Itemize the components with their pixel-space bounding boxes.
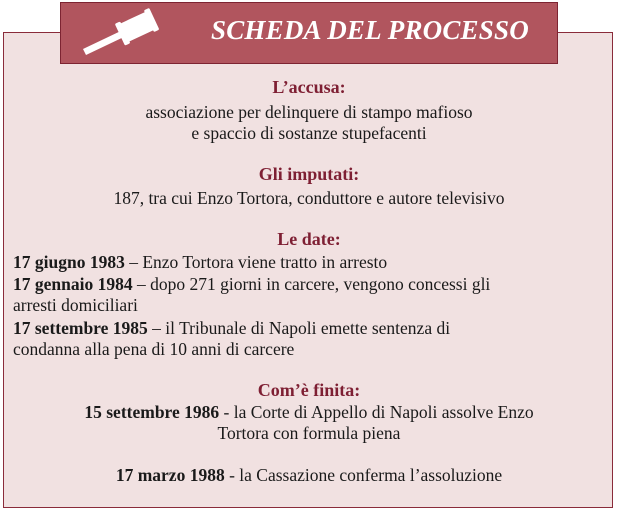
- entry-date: 17 giugno 1983: [13, 252, 125, 272]
- finita-entry: [0, 465, 618, 486]
- accusa-heading: L’accusa:: [272, 77, 346, 97]
- date-entry: [13, 252, 608, 273]
- entry-date: 17 settembre 1985: [13, 318, 148, 338]
- finita-entry: [0, 402, 618, 423]
- card-header: [60, 2, 558, 64]
- entry-text: – dopo 271 giorni in carcere, vengono concessi gli: [132, 274, 491, 294]
- entry-text: - la Corte di Appello di Napoli assolve Enzo: [219, 402, 534, 422]
- date-entry: [13, 274, 608, 295]
- finita-heading: Com’è finita:: [257, 380, 361, 400]
- card-title: SCHEDA DEL PROCESSO: [211, 15, 529, 45]
- entry-date: 15 settembre 1986: [84, 402, 220, 422]
- entry-continuation: Tortora con formula piena: [217, 423, 401, 443]
- accusa-line: associazione per delinquere di stampo mafioso: [145, 102, 473, 122]
- entry-continuation: condanna alla pena di 10 anni di carcere: [13, 339, 295, 359]
- entry-text: – Enzo Tortora viene tratto in arresto: [124, 252, 388, 272]
- entry-text: - la Cassazione conferma l’assoluzione: [224, 465, 503, 485]
- entry-continuation: arresti domiciliari: [13, 295, 138, 315]
- date-heading: Le date:: [277, 229, 341, 249]
- imputati-text: 187, tra cui Enzo Tortora, conduttore e autore televisivo: [113, 188, 505, 208]
- date-entry: [13, 318, 608, 339]
- imputati-heading: Gli imputati:: [258, 164, 360, 184]
- entry-text: – il Tribunale di Napoli emette sentenza di: [147, 318, 451, 338]
- entry-date: 17 marzo 1988: [115, 465, 225, 485]
- accusa-line: e spaccio di sostanze stupefacenti: [191, 123, 427, 143]
- gavel-icon: [75, 7, 165, 61]
- entry-date: 17 gennaio 1984: [13, 274, 133, 294]
